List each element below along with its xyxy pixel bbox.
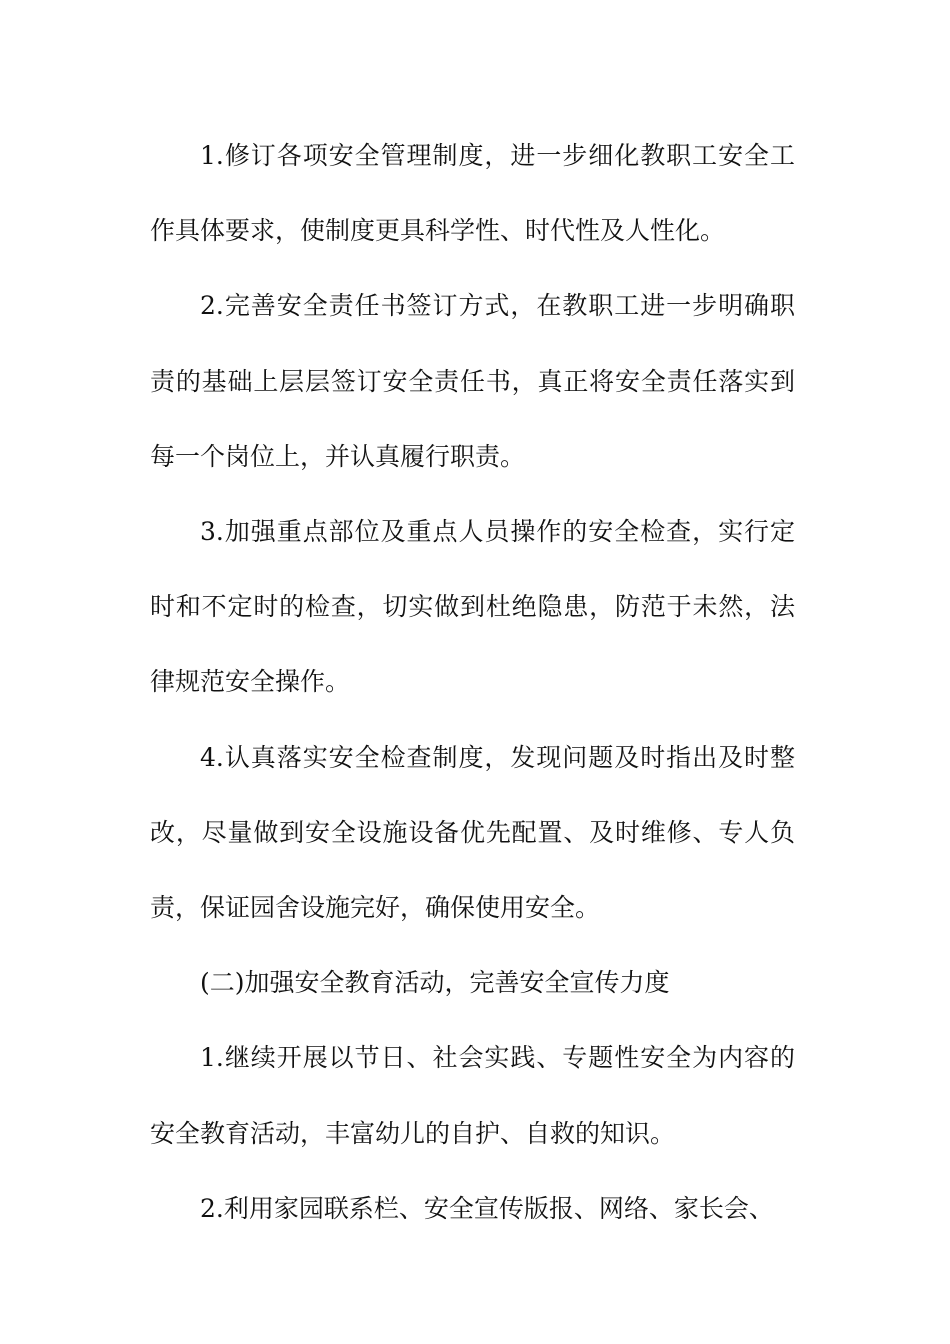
section-heading: (二)加强安全教育活动，完善安全宣传力度 — [200, 968, 670, 998]
paragraph-1: 1.修订各项安全管理制度，进一步细化教职工安全工作具体要求，使制度更具科学性、时代性及人性化。 — [150, 141, 795, 246]
paragraph-5: 1.继续开展以节日、社会实践、专题性安全为内容的安全教育活动，丰富幼儿的自护、自救的知识。 — [150, 1043, 795, 1148]
paragraph-3: 3.加强重点部位及重点人员操作的安全检查，实行定时和不定时的检查，切实做到杜绝隐患，防范于未然，法律规范安全操作。 — [150, 517, 795, 697]
paragraph-6: 2.利用家园联系栏、安全宣传版报、网络、家长会、 — [200, 1193, 774, 1223]
paragraph-4: 4.认真落实安全检查制度，发现问题及时指出及时整改，尽量做到安全设施设备优先配置、及时维修、专人负责，保证园舍设施完好，确保使用安全。 — [150, 742, 795, 923]
paragraph-2: 2.完善安全责任书签订方式，在教职工进一步明确职责的基础上层层签订安全责任书，真正将安全责任落实到每一个岗位上，并认真履行职责。 — [150, 291, 795, 471]
document-body — [150, 118, 795, 1246]
